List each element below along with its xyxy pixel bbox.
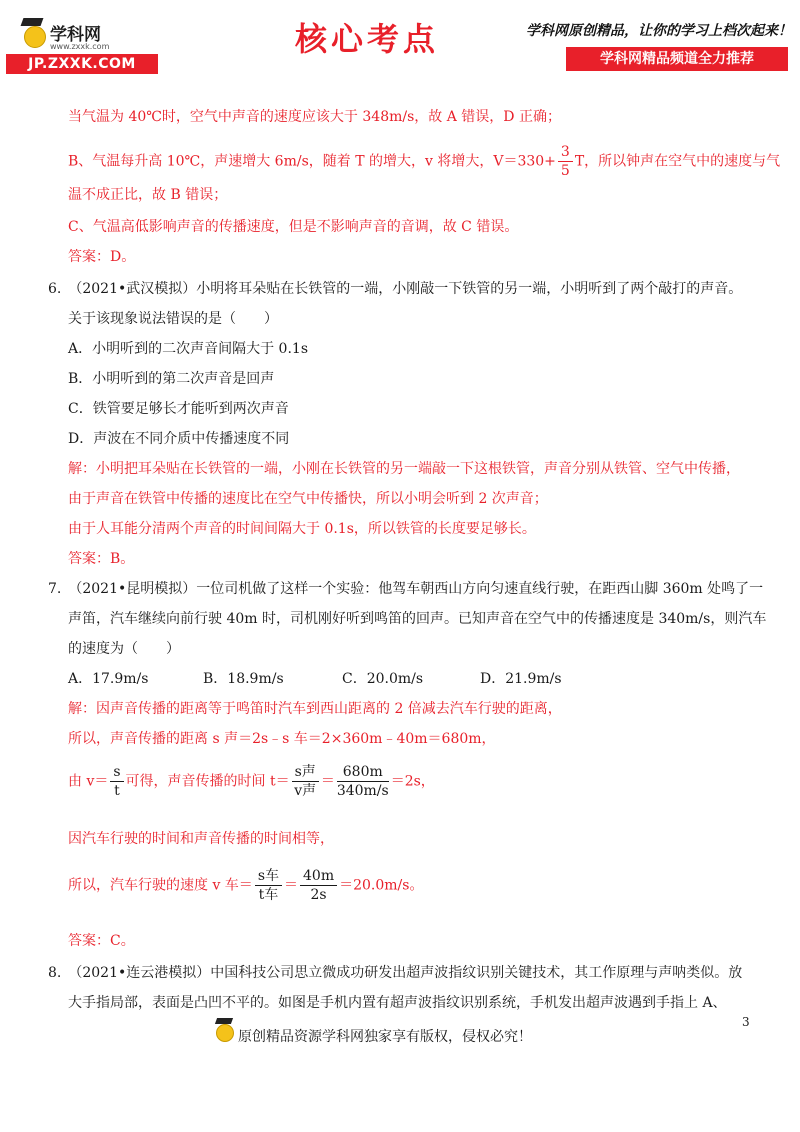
fraction-s-over-v	[292, 764, 319, 799]
mascot-icon	[24, 26, 46, 48]
q6-option-d: D．声波在不同介质中传播速度不同	[68, 431, 290, 447]
mascot-icon	[213, 1018, 235, 1048]
q6-solution-line-3: 由于人耳能分清两个声音的时间间隔大于 0.1s，所以铁管的长度要足够长。	[68, 521, 536, 537]
q6-answer: 答案：B。	[68, 551, 135, 567]
fraction-denominator: 2s	[310, 887, 327, 903]
q7-option-a: A．17.9m/s	[68, 671, 149, 687]
prev-answer: 答案：D。	[68, 249, 136, 265]
q6-option-c: C．铁管要足够长才能听到两次声音	[68, 401, 289, 417]
q7-sol5-prefix: 所以，汽车行驶的速度 v 车＝	[68, 877, 253, 894]
q7-stem-line-2: 声笛，汽车继续向前行驶 40m 时，司机刚好听到鸣笛的回声。已知声音在空气中的传播速度是 340m/s，则汽车	[68, 611, 767, 627]
prev-solution-line-4: C、气温高低影响声音的传播速度，但是不影响声音的音调，故 C 错误。	[68, 219, 519, 235]
fraction-numerator: 680m	[337, 764, 389, 782]
q7-sol3-end: ＝2s，	[390, 773, 435, 790]
q7-stem-line-3: 的速度为（ ）	[68, 641, 180, 657]
q8-stem-line-1: 8. （2021•连云港模拟）中国科技公司思立微成功研发出超声波指纹识别关键技术，其工作原理与声呐类似。放	[48, 965, 743, 981]
prev-solution-line-3: 温不成正比，故 B 错误；	[68, 187, 228, 203]
footer-copyright: 原创精品资源学科网独家享有版权，侵权必究！	[238, 1029, 532, 1045]
q7-solution-line-4: 因汽车行驶的时间和声音传播的时间相等，	[68, 831, 334, 847]
q6-stem-line-2: 关于该现象说法错误的是（ ）	[68, 311, 278, 327]
logo-domain: JP.ZXXK.COM	[6, 54, 158, 74]
q7-option-c: C．20.0m/s	[342, 671, 424, 687]
fraction-numerator: 3	[558, 144, 573, 162]
q7-solution-line-5	[68, 868, 423, 903]
q7-sol5-equals: ＝	[284, 877, 298, 894]
fraction-numerator: s	[110, 764, 123, 782]
fraction-s-over-t-car	[255, 868, 282, 903]
header-title: 核心考点	[294, 20, 439, 58]
q6-option-b: B．小明听到的第二次声音是回声	[68, 371, 275, 387]
q7-sol3-equals: ＝	[320, 773, 335, 790]
q7-solution-line-1: 解：因声音传播的距离等于鸣笛时汽车到西山距离的 2 倍减去汽车行驶的距离，	[68, 701, 562, 717]
fraction-denominator: 340m/s	[336, 783, 389, 799]
prev-solution-line-1: 当气温为 40℃时，空气中声音的速度应该大于 348m/s，故 A 错误，D 正确；	[68, 109, 561, 125]
fraction-numerator: s车	[255, 868, 282, 886]
q6-solution-line-1: 解：小明把耳朵贴在长铁管的一端，小刚在长铁管的另一端敲一下这根铁管，声音分别从铁管、空气中传播，	[68, 461, 740, 477]
fraction-40-over-2	[300, 868, 337, 903]
q6-stem-line-1: 6. （2021•武汉模拟）小明将耳朵贴在长铁管的一端，小刚敲一下铁管的另一端，小明听到了两个敲打的声音。	[48, 281, 743, 297]
fraction-denominator: t	[114, 783, 120, 799]
prev-solution-line-2	[68, 144, 780, 179]
q7-solution-line-3	[68, 764, 435, 799]
fraction-numerator: 40m	[300, 868, 337, 886]
site-logo[interactable]	[6, 14, 160, 74]
q7-option-b: B．18.9m/s	[203, 671, 284, 687]
q7-solution-line-2: 所以，声音传播的距离 s 声＝2s﹣s 车＝2×360m﹣40m＝680m，	[68, 731, 496, 747]
q7-sol5-end: ＝20.0m/s。	[339, 877, 424, 894]
logo-title: 学科网	[50, 25, 101, 45]
q6-option-a: A．小明听到的二次声音间隔大于 0.1s	[68, 341, 309, 357]
q7-sol3-prefix: 由 v＝	[68, 773, 109, 790]
fraction-denominator: 5	[560, 163, 570, 179]
q7-stem-line-1: 7. （2021•昆明模拟）一位司机做了这样一个实验：他驾车朝西山方向匀速直线行驶，在距西山脚 360m 处鸣了一	[48, 581, 764, 597]
header-banner: 学科网精品频道全力推荐	[566, 47, 788, 71]
prev-solution-line-2a: B、气温每升高 10℃，声速增大 6m/s，随着 T 的增大，v 将增大，V＝330+	[68, 153, 556, 170]
fraction-s-over-t	[110, 764, 123, 799]
fraction-denominator: v声	[294, 783, 317, 799]
q7-sol3-middle: 可得，声音传播的时间 t＝	[125, 773, 290, 790]
q7-answer: 答案：C。	[68, 933, 135, 949]
fraction-3-5	[558, 144, 573, 179]
logo-url: www.zxxk.com	[50, 42, 110, 51]
fraction-680-over-340	[337, 764, 389, 799]
fraction-numerator: s声	[292, 764, 319, 782]
page-number: 3	[742, 1015, 750, 1029]
face-icon	[216, 1024, 234, 1042]
q6-solution-line-2: 由于声音在铁管中传播的速度比在空气中传播快，所以小明会听到 2 次声音；	[68, 491, 548, 507]
header-slogan: 学科网原创精品，让你的学习上档次起来！	[526, 23, 792, 39]
q7-option-d: D．21.9m/s	[480, 671, 562, 687]
q8-stem-line-2: 大手指局部，表面是凸凹不平的。如图是手机内置有超声波指纹识别系统，手机发出超声波遇到手指上 A、	[68, 995, 727, 1011]
prev-solution-line-2b: T，所以钟声在空气中的速度与气	[574, 153, 781, 170]
graduation-cap-icon	[21, 18, 44, 26]
fraction-denominator: t车	[258, 887, 279, 903]
